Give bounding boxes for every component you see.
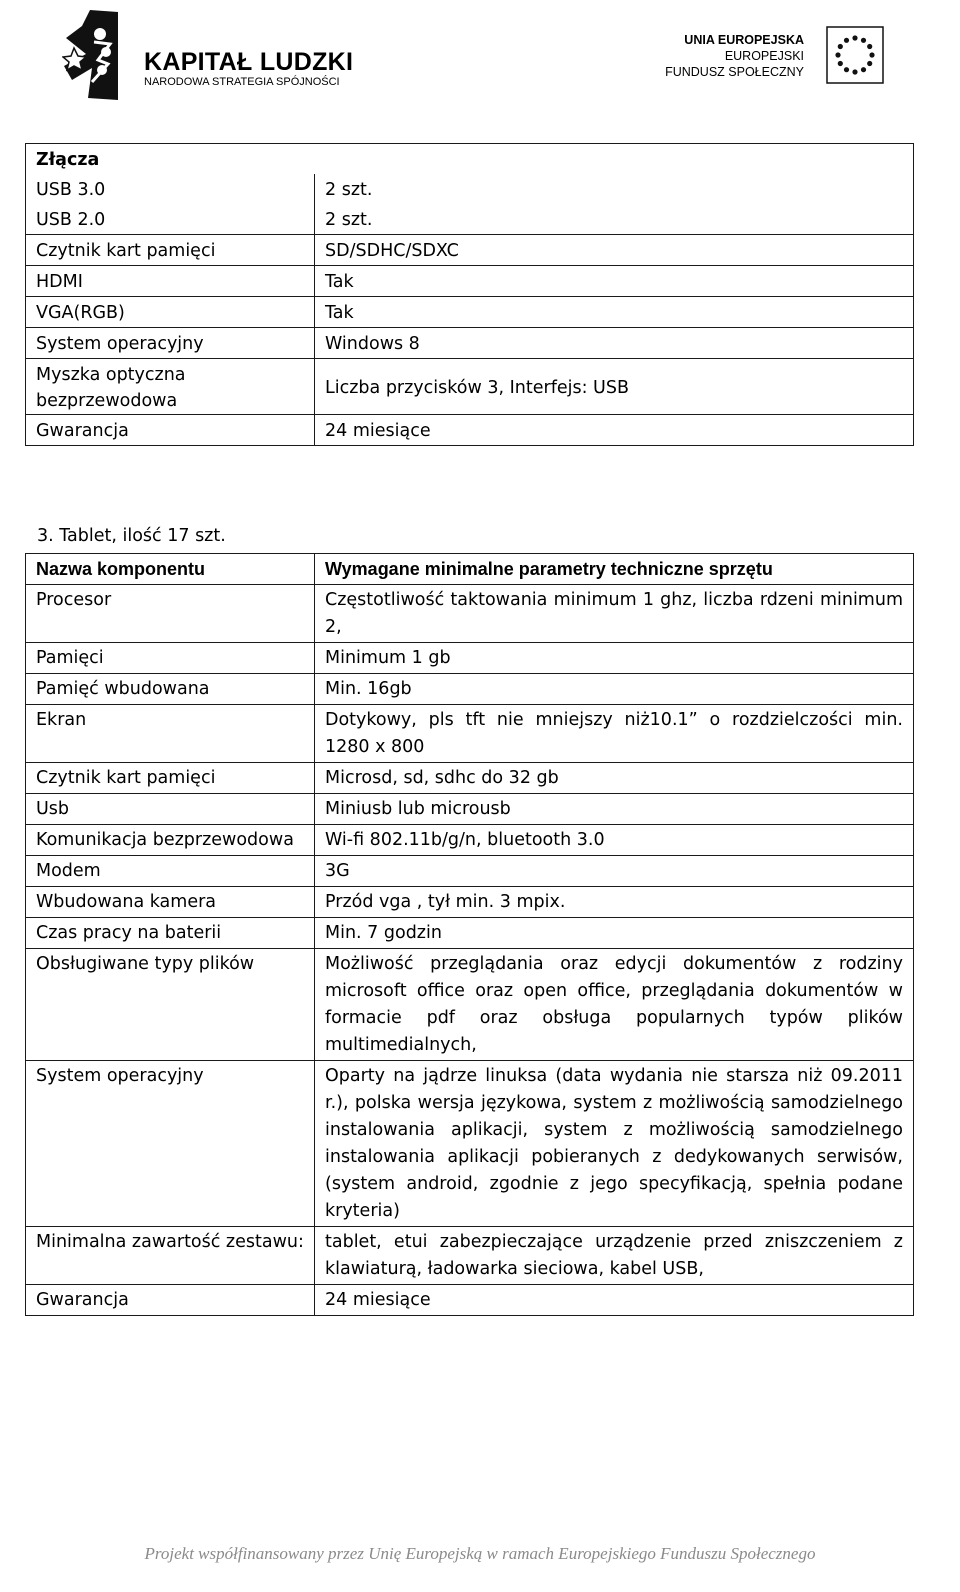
table-cell-value: Tak [315, 266, 914, 297]
table-cell-name: Gwarancja [26, 415, 315, 446]
table-cell-name: Pamięć wbudowana [26, 674, 315, 705]
table-cell-name: USB 2.0 [26, 204, 315, 235]
table-cell-value: Liczba przycisków 3, Interfejs: USB [315, 359, 914, 415]
table-cell-value: 2 szt. [315, 174, 914, 204]
table-cell-value: Miniusb lub microusb [315, 794, 914, 825]
table-cell-value: tablet, etui zabezpieczające urządzenie przed zniszczeniem z klawiaturą, ładowarka sieciowa, kabel USB, [315, 1227, 914, 1285]
tablet-spec-table [25, 553, 914, 1316]
eu-flag-icon [826, 26, 884, 84]
kapital-ludzki-emblem-icon [62, 8, 142, 103]
table-cell-name: Czytnik kart pamięci [26, 235, 315, 266]
eu-logo-line3: FUNDUSZ SPOŁECZNY [665, 65, 804, 79]
kapital-ludzki-title: KAPITAŁ LUDZKI [144, 48, 354, 76]
kapital-ludzki-subtitle: NARODOWA STRATEGIA SPÓJNOŚCI [144, 76, 340, 88]
kapital-ludzki-logo [62, 8, 352, 103]
table-cell-value: Microsd, sd, sdhc do 32 gb [315, 763, 914, 794]
table-cell-value: Wi-fi 802.11b/g/n, bluetooth 3.0 [315, 825, 914, 856]
table-cell-value: Minimum 1 gb [315, 643, 914, 674]
table-cell-name: Czas pracy na baterii [26, 918, 315, 949]
table-cell-name: Obsługiwane typy plików [26, 949, 315, 1061]
table-cell-value: Oparty na jądrze linuksa (data wydania nie starsza niż 09.2011 r.), polska wersja językowa, system z możliwością samodzielnego instalowania aplikacji, system z możliwością samodzielnego instalowania aplikacji pobieranych z dedykowanych serwisów, (system android, zgodnie z jego specyfikacją, spełnia podane kryteria) [315, 1061, 914, 1227]
table-cell-name: Modem [26, 856, 315, 887]
table-cell-value: 2 szt. [315, 204, 914, 235]
table-cell-name: HDMI [26, 266, 315, 297]
eu-logo [660, 24, 900, 86]
table-cell-name: VGA(RGB) [26, 297, 315, 328]
table-cell-value: Częstotliwość taktowania minimum 1 ghz, liczba rdzeni minimum 2, [315, 585, 914, 643]
table-cell-value: Możliwość przeglądania oraz edycji dokumentów z rodziny microsoft office oraz open office, przeglądania dokumentów w formacie pdf oraz obsługa popularnych typów plików multimedialnych, [315, 949, 914, 1061]
table-cell-value: Windows 8 [315, 328, 914, 359]
table-cell-name: Wbudowana kamera [26, 887, 315, 918]
table-cell-value: 24 miesiące [315, 1285, 914, 1316]
section-title: 3. Tablet, ilość 17 szt. [37, 526, 226, 546]
column-header-parameters: Wymagane minimalne parametry techniczne sprzętu [315, 554, 914, 585]
column-header-component: Nazwa komponentu [26, 554, 315, 585]
table-cell-name: Komunikacja bezprzewodowa [26, 825, 315, 856]
table-cell-value: Przód vga , tył min. 3 mpix. [315, 887, 914, 918]
eu-logo-line2: EUROPEJSKI [724, 49, 804, 63]
table-cell-name: System operacyjny [26, 1061, 315, 1227]
footer-note: Projekt współfinansowany przez Unię Europejską w ramach Europejskiego Funduszu Społecznego [144, 1544, 816, 1563]
table-cell-value: Tak [315, 297, 914, 328]
table-cell-name: Usb [26, 794, 315, 825]
table-cell-name: Ekran [26, 705, 315, 763]
table-cell-name: Myszka optyczna bezprzewodowa [26, 359, 315, 415]
connectors-table [25, 143, 914, 446]
table-cell-name: Czytnik kart pamięci [26, 763, 315, 794]
table-cell-name: System operacyjny [26, 328, 315, 359]
table-cell-value: SD/SDHC/SDXC [315, 235, 914, 266]
table-cell-value: Min. 16gb [315, 674, 914, 705]
eu-logo-line1: UNIA EUROPEJSKA [684, 33, 804, 47]
connectors-heading: Złącza [26, 144, 914, 175]
table-cell-name: Procesor [26, 585, 315, 643]
table-cell-name: Minimalna zawartość zestawu: [26, 1227, 315, 1285]
table-cell-value: 24 miesiące [315, 415, 914, 446]
table-cell-name: Gwarancja [26, 1285, 315, 1316]
table-cell-value: Min. 7 godzin [315, 918, 914, 949]
table-cell-name: USB 3.0 [26, 174, 315, 204]
table-cell-value: 3G [315, 856, 914, 887]
table-cell-value: Dotykowy, pls tft nie mniejszy niż10.1” o rozdzielczości min. 1280 x 800 [315, 705, 914, 763]
table-cell-name: Pamięci [26, 643, 315, 674]
